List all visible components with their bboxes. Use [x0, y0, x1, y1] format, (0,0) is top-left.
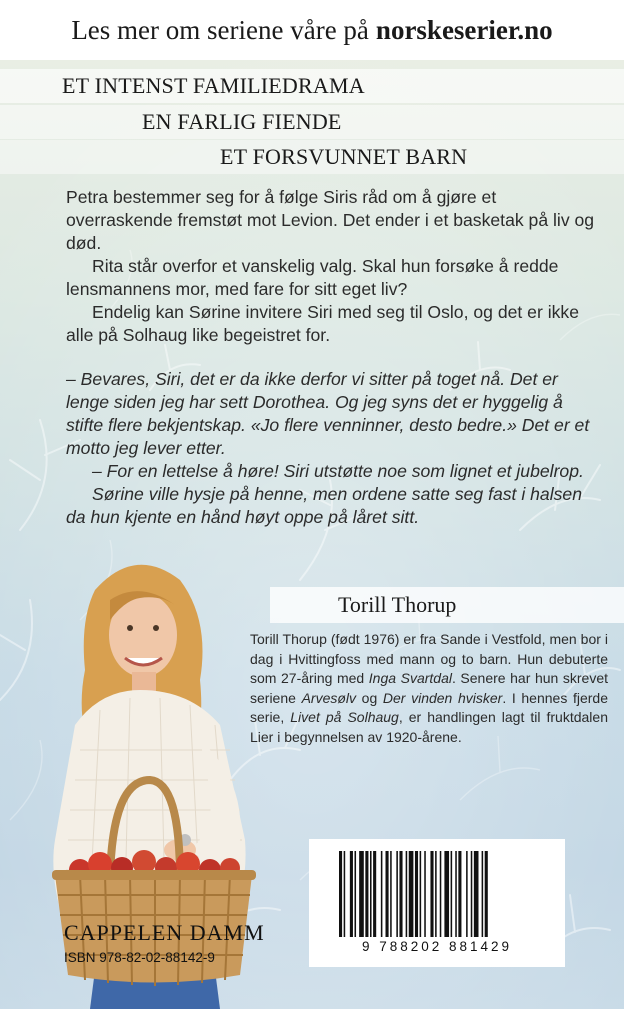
- excerpt-paragraph: – Bevares, Siri, det er da ikke derfor vi sitter på toget nå. Det er lenge siden jeg har sett Dorothea. Og jeg syns det er hyggelig å stifte flere bekjentskap. «Jo flere venninner, desto bedre.» Det er et motto jeg lever etter.: [66, 369, 590, 458]
- banner-site-link[interactable]: norskeserier.no: [375, 14, 553, 45]
- bio-text: og: [356, 689, 383, 706]
- synopsis-paragraph: Rita står overfor et vanskelig valg. Skal hun forsøke å redde lensmannens mor, med fare for sitt eget liv?: [66, 256, 559, 299]
- synopsis-paragraph: Petra bestemmer seg for å følge Siris råd om å gjøre et overraskende fremstøt mot Levion. Det ender i et basketak på liv og død.: [66, 187, 595, 253]
- tagline-dangerous-enemy: EN FARLIG FIENDE: [0, 105, 624, 139]
- bio-book-title: Inga Svartdal: [368, 670, 452, 687]
- excerpt-paragraph: Sørine ville hysje på henne, men ordene satte seg fast i halsen da hun kjente en hånd høyt oppe på låret sitt.: [66, 484, 582, 527]
- publisher-logo: CAPPELEN DAMM: [64, 920, 265, 945]
- tagline-missing-child: ET FORSVUNNET BARN: [0, 140, 624, 174]
- bio-text: . Senere har hun skrevet seriene: [250, 670, 609, 706]
- bio-text: . I hennes fjerde serie,: [250, 689, 608, 726]
- bio-book-title: Der vinden hvisker: [382, 689, 503, 706]
- bio-text: Torill Thorup (født 1976) er fra Sande i Vestfold, men bor i dag i Hvittingfoss med mann og to barn. Hun debuterte som 27-åring med: [250, 631, 608, 687]
- author-name: Torill Thorup: [270, 587, 624, 623]
- back-cover: [0, 60, 624, 1009]
- tagline-family-drama: ET INTENST FAMILIEDRAMA: [0, 69, 624, 103]
- banner-lead-text: Les mer om seriene våre på: [71, 14, 369, 45]
- bio-book-title: Arvesølv: [301, 689, 357, 706]
- synopsis: [66, 186, 596, 347]
- synopsis-paragraph: Endelig kan Sørine invitere Siri med seg til Oslo, og det er ikke alle på Solhaug like begeistret for.: [66, 302, 579, 345]
- series-website-banner: [0, 0, 624, 60]
- author-bio: [250, 630, 608, 748]
- isbn-number: ISBN 978-82-02-88142-9: [64, 950, 215, 965]
- bio-text: , er handlingen lagt til fruktdalen Lier i begynnelsen av 1920-årene.: [250, 709, 608, 745]
- excerpt: [66, 368, 596, 529]
- barcode-digits: 9 788202 881429: [361, 939, 513, 954]
- bio-book-title: Livet på Solhaug: [290, 709, 399, 726]
- barcode-icon: [339, 851, 535, 937]
- barcode-panel: [309, 839, 565, 967]
- excerpt-paragraph: – For en lettelse å høre! Siri utstøtte noe som lignet et jubelrop.: [92, 461, 584, 481]
